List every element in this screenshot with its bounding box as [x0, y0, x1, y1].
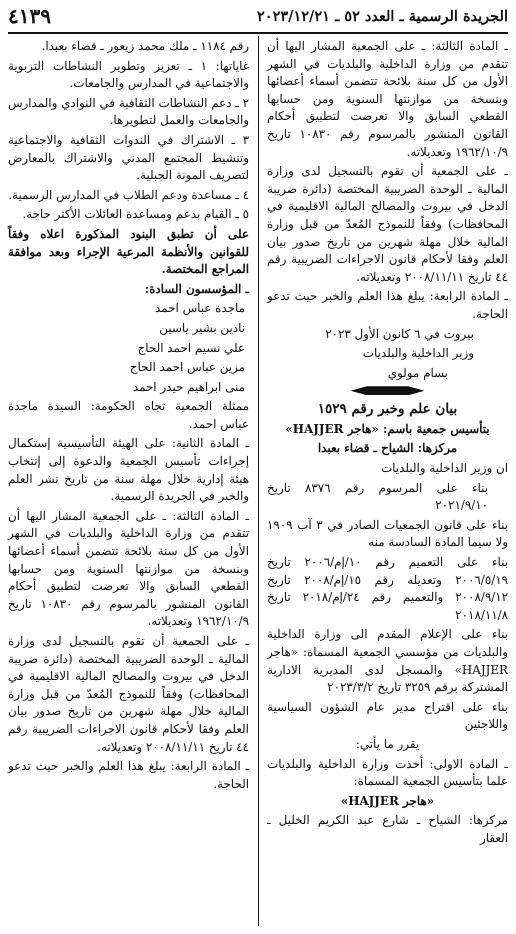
article-three: ـ المادة الثالثة: ـ على الجمعية المشار اليها أن تتقدم من وزارة الداخلية والبلديات في الشهر الأول من كل سنة بلائحة تتضمن أسماء أعضائها وبنسخة من موازنتها السنوية ومن حسابها القطعي السابق والا تعرضت لتطبيق أحكام القانون المنشور بالمرسوم رقم ١٠٨٣٠ تاريخ ١٩٦٢/١٠/٩ وتعديلاته. — [267, 39, 508, 159]
left-column — [8, 38, 249, 795]
founder-name: مزين عباس احمد الحاج — [129, 360, 245, 375]
journal-title: الجريدة الرسمية ـ العدد ٥٢ ـ ٢٠٢٣/١٢/٢١ — [257, 8, 508, 25]
basis-law: بناء على قانون الجمعيات الصادر في ٣ آب ١٩٠٩ ولا سيما المادة السادسة منه — [267, 517, 508, 550]
section-separator — [267, 386, 508, 395]
signature-place-date: بيروت في ٦ كانون الأول ٢٠٢٣ — [325, 326, 474, 341]
goal-2: ٢ ـ دعم النشاطات الثقافية في النوادي والمدارس والجامعات والعمل لتطويرها. — [8, 95, 249, 128]
notice-subtitle: بتأسيس جمعية باسم: «هاجر HAJJER» — [285, 421, 490, 436]
headquarters-line: مركزها: الشياح ـ شارع عبد الكريم الخليل ـ العقار — [267, 813, 508, 845]
decides-line: يقرر ما يأتي: — [355, 736, 420, 751]
goal-5: ٥ ـ القيام بدعم ومساعدة العائلات الأكثر حاجة. — [22, 207, 249, 222]
article-four-left: ـ المادة الرابعة: يبلغ هذا العلم والخبر حيث تدعو الحاجة. — [8, 759, 249, 791]
basis-proposal: بناء على اقتراح مدير عام الشؤون السياسية واللاجئين — [267, 699, 508, 732]
founders-label: ـ المؤسسون السادة: — [144, 281, 249, 296]
signature-name: بسام مولوي — [387, 365, 448, 380]
article-one: ـ المادة الاولى: أخذت وزارة الداخلية والبلديات علما بتأسيس الجمعية المسماة: — [267, 756, 508, 789]
notice-title: بيان علم وخبر رقم ١٥٢٩ — [317, 401, 458, 418]
tax-registration-left: ـ على الجمعية أن تقوم بالتسجيل لدى وزارة المالية ـ الوحدة الضريبية المختصة (دائرة ضريبة الدخل في بيروت والمصالح المالية الاقليمية في المحافظات) وفقاً للنموذج المُعدّ من قبل وزارة المالية خلال مهلة شهرين من تاريخ صدور بيان العلم وفقا لأحكام قانون الاجراءات الضريبية رقم ٤٤ تاريخ ٢٠٠٨/١١/١١ وتعديلاته. — [8, 634, 249, 754]
basis-decree: بناء على المرسوم رقم ٨٣٧٦ تاريخ ٢٠٢١/٩/١٠ — [267, 480, 488, 513]
goal-3: ٣ ـ الاشتراك في الندوات الثقافية والاجتماعية وتنشيط المجتمع المدني والاشتراك بالمعارض لتصريف المونة الجبلية. — [8, 132, 249, 183]
page-header — [8, 4, 508, 34]
founder-name: ماجدة عباس احمد — [155, 301, 245, 316]
article-four: ـ المادة الرابعة: يبلغ هذا العلم والخبر حيث تدعو الحاجة. — [267, 289, 508, 321]
founder-name: نادين بشير ياسين — [159, 320, 245, 335]
founder-name: منى ابراهيم حيدر احمد — [132, 379, 245, 394]
notice-location: مركزها: الشياح ـ قضاء بعبدا — [317, 441, 458, 456]
government-representative: ممثلة الجمعية تجاه الحكومة: السيدة ماجدة عباس احمد. — [8, 399, 249, 431]
page-number: ٤١٣٩ — [8, 4, 51, 28]
address-continuation: رقم ١١٨٤ ـ ملك محمد زيعور ـ قضاء بعبدا. — [41, 39, 249, 53]
founder-name: علي نسيم احمد الحاج — [137, 340, 245, 355]
article-two: ـ المادة الثانية: على الهيئة التأسيسية إستكمال إجراءات تأسيس الجمعية والدعوة إلى إنتخاب هيئة إدارية خلال مهلة سنة من تاريخ نشر العلم والخبر في الجريدة الرسمية. — [8, 436, 249, 504]
column-divider — [258, 36, 259, 926]
compliance-clause: على أن تطبق البنود المذكورة اعلاه وفقاً للقوانين والأنظمة المرعية الإجراء وبعد موافقة المراجع المختصة. — [8, 226, 249, 277]
signature-title: وزير الداخلية والبلديات — [362, 346, 474, 361]
basis-notification: بناء على الإعلام المقدم الى وزارة الداخلية والبلديات من مؤسسي الجمعية المسماة: «هاجر HAJJER» والمسجل لدى المديرية الادارية المشتركة برقم ٣٢٥٩ تاريخ ٢٠٢٣/٣/٢ — [267, 627, 508, 695]
tax-registration-paragraph: ـ على الجمعية أن تقوم بالتسجيل لدى وزارة المالية ـ الوحدة الضريبية المختصة (دائرة ضريبة الدخل في بيروت والمصالح المالية الاقليمية في المحافظات) وفقاً للنموذج المُعدّ من قبل وزارة المالية خلال مهلة شهرين من تاريخ صدور بيان العلم وفقا لأحكام قانون الاجراءات الضريبية رقم ٤٤ تاريخ ٢٠٠٨/١١/١١ وتعديلاته. — [267, 164, 508, 284]
article-three-left: ـ المادة الثالثة: ـ على الجمعية المشار اليها أن تتقدم من وزارة الداخلية والبلديات في الشهر الأول من كل سنة بلائحة تتضمن أسماء أعضائها وبنسخة من موازنتها السنوية ومن حسابها القطعي السابق والا تعرضت لتطبيق أحكام القانون المنشور بالمرسوم رقم ١٠٨٣٠ تاريخ ١٩٦٢/١٠/٩ وتعديلاته. — [8, 508, 249, 629]
minister-line: ان وزير الداخلية والبلديات — [380, 461, 508, 476]
association-name: «هاجر HAJJER» — [340, 793, 435, 808]
right-column — [267, 38, 508, 850]
basis-circular: بناء على التعميم رقم ١٠/إم/٢٠٠٦ تاريخ ٢٠٠٦/٥/١٩ وتعديله رقم ١٥/إم/٢٠٠٨ تاريخ ٢٠٠٨/٩/١٢ والتعميم رقم ٢٤/إم/٢٠١٨ تاريخ ٢٠١٨/١١/٨ — [267, 555, 508, 622]
goal-4: ٤ ـ مساعدة ودعم الطلاب في المدارس الرسمية. — [8, 187, 249, 202]
goals-intro: غاياتها: ١ ـ تعزيز وتطوير النشاطات التربوية والاجتماعية في المدارس والجامعات. — [8, 58, 249, 91]
